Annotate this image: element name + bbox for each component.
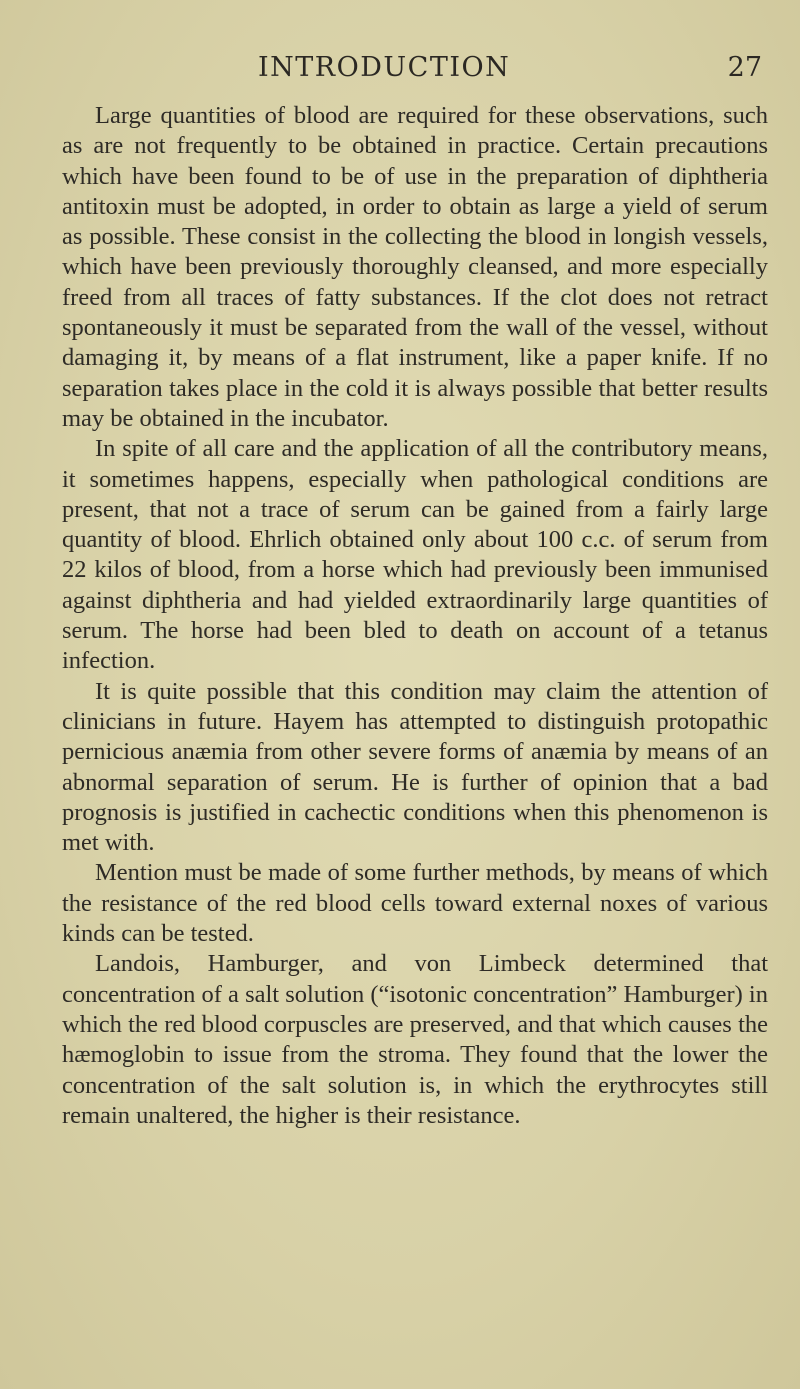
paragraph-blood-collection: Large quantities of blood are required for these observations, such as are not frequently to be obtained in practice. Certain precautions which have been found to be of use in the preparation of diphtheria antitoxin must be adopted, in order to obtain as large a yield of serum as possible. These consist in the collecting the blood in longish vessels, which have been previously thoroughly cleansed, and more especially freed from all traces of fatty substances. If the clot does not retract spontaneously it must be separated from the wall of the vessel, without damaging it, by means of a flat instrument, like a paper knife. If no separation takes place in the cold it is always possible that better results may be obtained in the incubator. — [62, 102, 768, 432]
page-number: 27 — [727, 52, 762, 83]
paragraph-isotonic-concentration: Landois, Hamburger, and von Limbeck determined that concentration of a salt solution (“isotonic concentration” Hamburger) in which the red blood corpuscles are preserved, and that which causes the hæmoglobin to issue from the stroma. They found that the lower the concentration of the salt solution is, in which the erythrocytes still remain unaltered, the higher is their resistance. — [62, 950, 768, 1129]
body-text — [62, 101, 768, 1131]
paragraph-ehrlich-serum: In spite of all care and the application of all the contributory means, it sometimes happens, especially when pathological conditions are present, that not a trace of serum can be gained from a fairly large quantity of blood. Ehrlich obtained only about 100 c.c. of serum from 22 kilos of blood, from a horse which had previously been immunised against diphtheria and had yielded extraordinarily large quantities of serum. The horse had been bled to death on account of a tetanus infection. — [62, 435, 768, 675]
paragraph-resistance-methods: Mention must be made of some further methods, by means of which the resistance of the red blood cells toward external noxes of various kinds can be tested. — [62, 859, 768, 948]
running-title: INTRODUCTION — [258, 52, 511, 83]
running-head — [62, 52, 762, 96]
paragraph-hayem-anaemia: It is quite possible that this condition may claim the attention of clinicians in future. Hayem has attempted to distinguish protopathic pernicious anæmia from other severe forms of anæmia by means of an abnormal separation of serum. He is further of opinion that a bad prognosis is justified in cachectic conditions when this phenomenon is met with. — [62, 677, 768, 857]
